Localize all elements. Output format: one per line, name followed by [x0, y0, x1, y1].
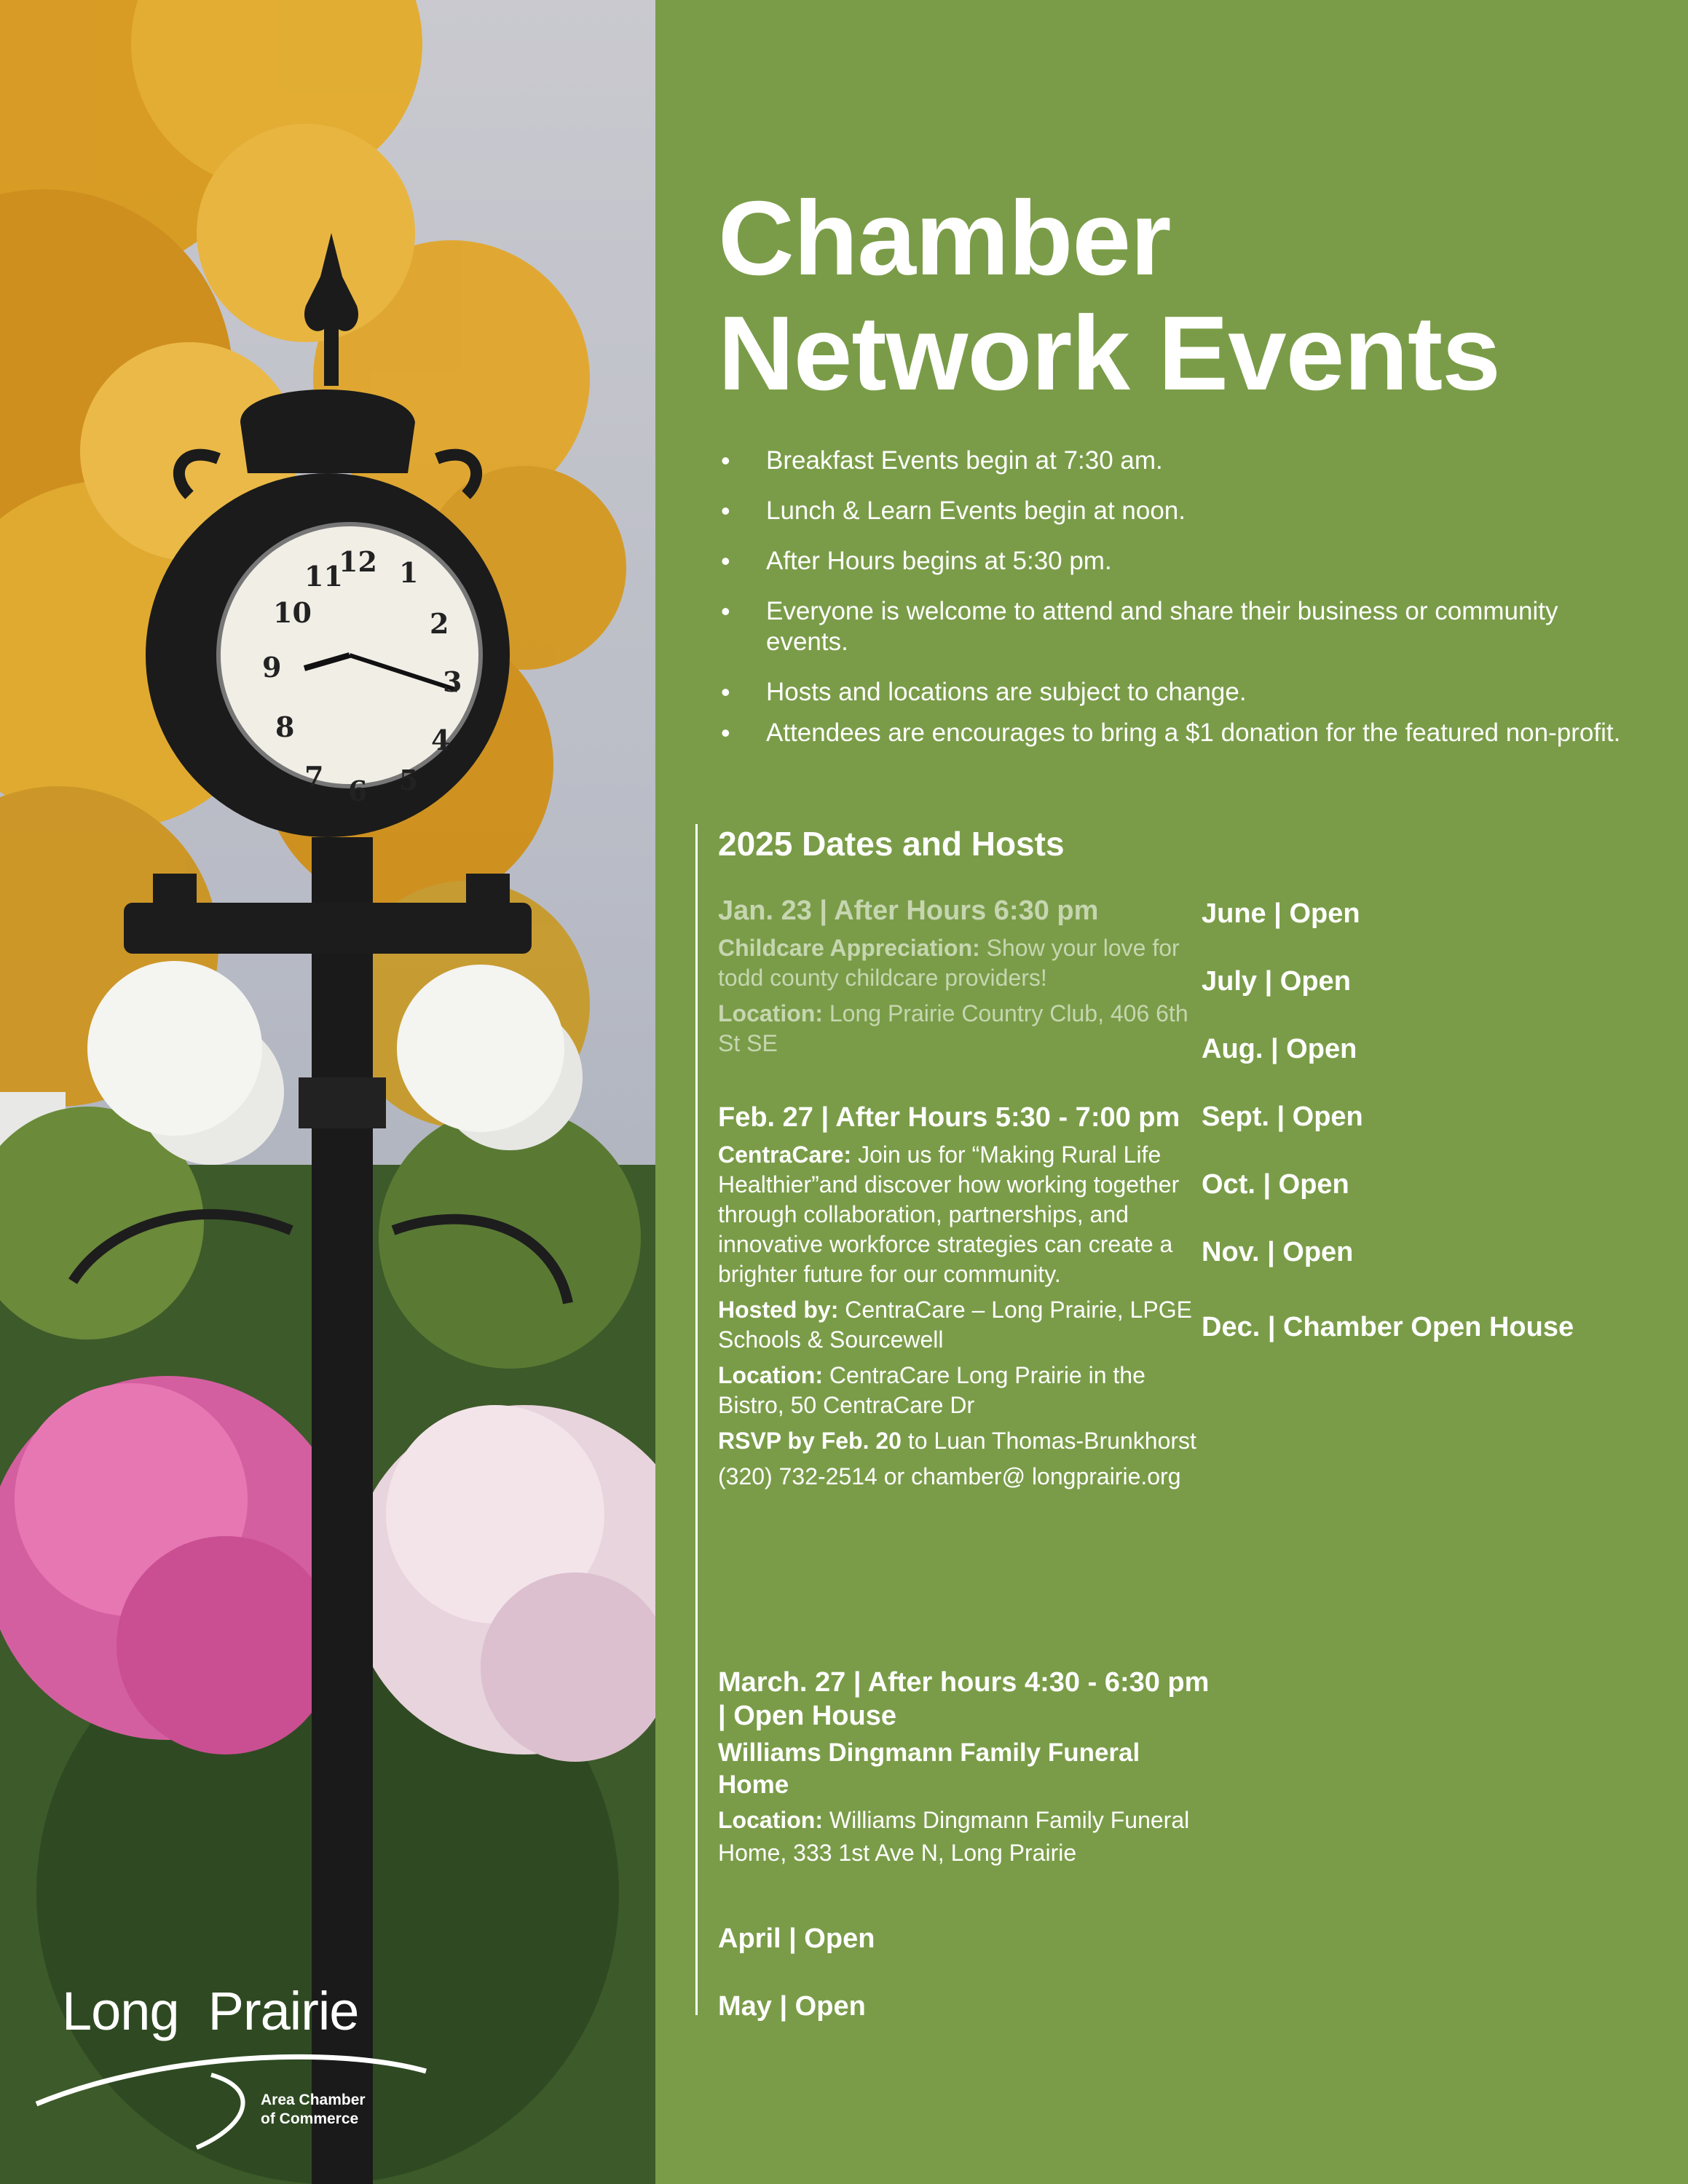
event-location — [718, 1361, 1213, 1420]
event-description-label: Childcare Appreciation: — [718, 935, 980, 961]
event-host-name: Williams Dingmann Family Funeral Home — [718, 1738, 1140, 1799]
event-info-list — [721, 446, 1638, 768]
event-rsvp-text: to Luan Thomas-Brunkhorst — [901, 1428, 1196, 1454]
month-june: June | Open — [1202, 898, 1360, 929]
event-date-heading: March. 27 | After hours 4:30 - 6:30 pm | Open House — [718, 1667, 1210, 1731]
page-title — [718, 181, 1500, 411]
svg-text:9: 9 — [262, 651, 282, 684]
svg-text:6: 6 — [348, 775, 368, 807]
event-january — [718, 894, 1213, 1059]
logo-subtitle-line2: of Commerce — [261, 2110, 359, 2127]
event-description-text: Show your love for todd county childcare providers! — [718, 935, 1180, 991]
dates-heading: 2025 Dates and Hosts — [718, 825, 1065, 863]
event-date-heading: Jan. 23 | After Hours 6:30 pm — [718, 895, 1099, 926]
event-location-text: CentraCare Long Prairie in the Bistro, 50 CentraCare Dr — [718, 1362, 1145, 1418]
svg-text:1: 1 — [399, 556, 419, 589]
event-location-label: Location: — [718, 1000, 823, 1026]
svg-text:4: 4 — [431, 724, 451, 756]
svg-text:7: 7 — [304, 760, 324, 793]
title-line-2: Network Events — [718, 294, 1500, 412]
title-line-1: Chamber — [718, 179, 1171, 297]
event-host-label: Hosted by: — [718, 1297, 839, 1323]
long-prairie-logo — [29, 1980, 437, 2155]
event-location-text: Long Prairie Country Club, 406 6th St SE — [718, 1000, 1188, 1056]
svg-text:5: 5 — [399, 764, 419, 796]
event-description-text: Join us for “Making Rural Life Healthier”and discover how working together through collaboration, partnerships, and innovative workforce strategies can create a brighter future for our community. — [718, 1142, 1180, 1287]
month-december: Dec. | Chamber Open House — [1202, 1312, 1574, 1342]
event-host-text: CentraCare – Long Prairie, LPGE Schools & Sourcewell — [718, 1297, 1192, 1353]
event-description-label: CentraCare: — [718, 1142, 852, 1168]
event-location-text: Williams Dingmann Family Funeral Home, 333 1st Ave N, Long Prairie — [718, 1807, 1190, 1866]
event-rsvp — [718, 1426, 1213, 1456]
bullet-item: • Everyone is welcome to attend and share their business or community events. — [721, 596, 1638, 657]
street-clock-photo — [0, 0, 655, 2184]
svg-text:2: 2 — [430, 607, 449, 640]
photo-illustration — [0, 0, 655, 2184]
month-may: May | Open — [718, 1991, 866, 2022]
vertical-divider — [695, 824, 698, 2015]
month-september: Sept. | Open — [1202, 1101, 1363, 1132]
event-date-heading: Feb. 27 | After Hours 5:30 - 7:00 pm — [718, 1102, 1180, 1133]
svg-text:10: 10 — [273, 596, 312, 629]
logo-swoosh-icon — [29, 2038, 437, 2155]
month-april: April | Open — [718, 1923, 875, 1954]
logo-subtitle — [261, 2091, 366, 2129]
event-description — [718, 1140, 1213, 1289]
event-host — [718, 1295, 1213, 1355]
bullet-item: • Lunch & Learn Events begin at noon. — [721, 496, 1638, 526]
event-location-label: Location: — [718, 1362, 823, 1388]
svg-text:8: 8 — [275, 711, 295, 743]
month-november: Nov. | Open — [1202, 1237, 1354, 1267]
event-location — [718, 1804, 1213, 1870]
event-march — [718, 1666, 1213, 1870]
logo-subtitle-line1: Area Chamber — [261, 2092, 366, 2108]
month-august: Aug. | Open — [1202, 1034, 1357, 1064]
bullet-item: • Attendees are encourages to bring a $1 donation for the featured non-profit. — [721, 718, 1638, 748]
event-location-label: Location: — [718, 1807, 823, 1833]
event-rsvp-label: RSVP by Feb. 20 — [718, 1428, 902, 1454]
month-october: Oct. | Open — [1202, 1169, 1349, 1200]
logo-wordmark — [62, 1980, 358, 2042]
svg-text:3: 3 — [443, 665, 462, 698]
event-description — [718, 933, 1213, 993]
logo-word-prairie: Prairie — [208, 1981, 359, 2041]
event-february — [718, 1101, 1213, 1492]
event-info-panel — [655, 0, 1688, 2184]
logo-word-long: Long — [62, 1981, 179, 2041]
bullet-item: • Hosts and locations are subject to change. — [721, 677, 1638, 708]
month-july: July | Open — [1202, 966, 1351, 997]
svg-text:11: 11 — [304, 560, 343, 593]
bullet-item: • Breakfast Events begin at 7:30 am. — [721, 446, 1638, 476]
event-location — [718, 999, 1213, 1059]
svg-text:12: 12 — [339, 545, 377, 578]
bullet-item: • After Hours begins at 5:30 pm. — [721, 546, 1638, 577]
event-contact: (320) 732-2514 or chamber@ longprairie.org — [718, 1463, 1181, 1489]
